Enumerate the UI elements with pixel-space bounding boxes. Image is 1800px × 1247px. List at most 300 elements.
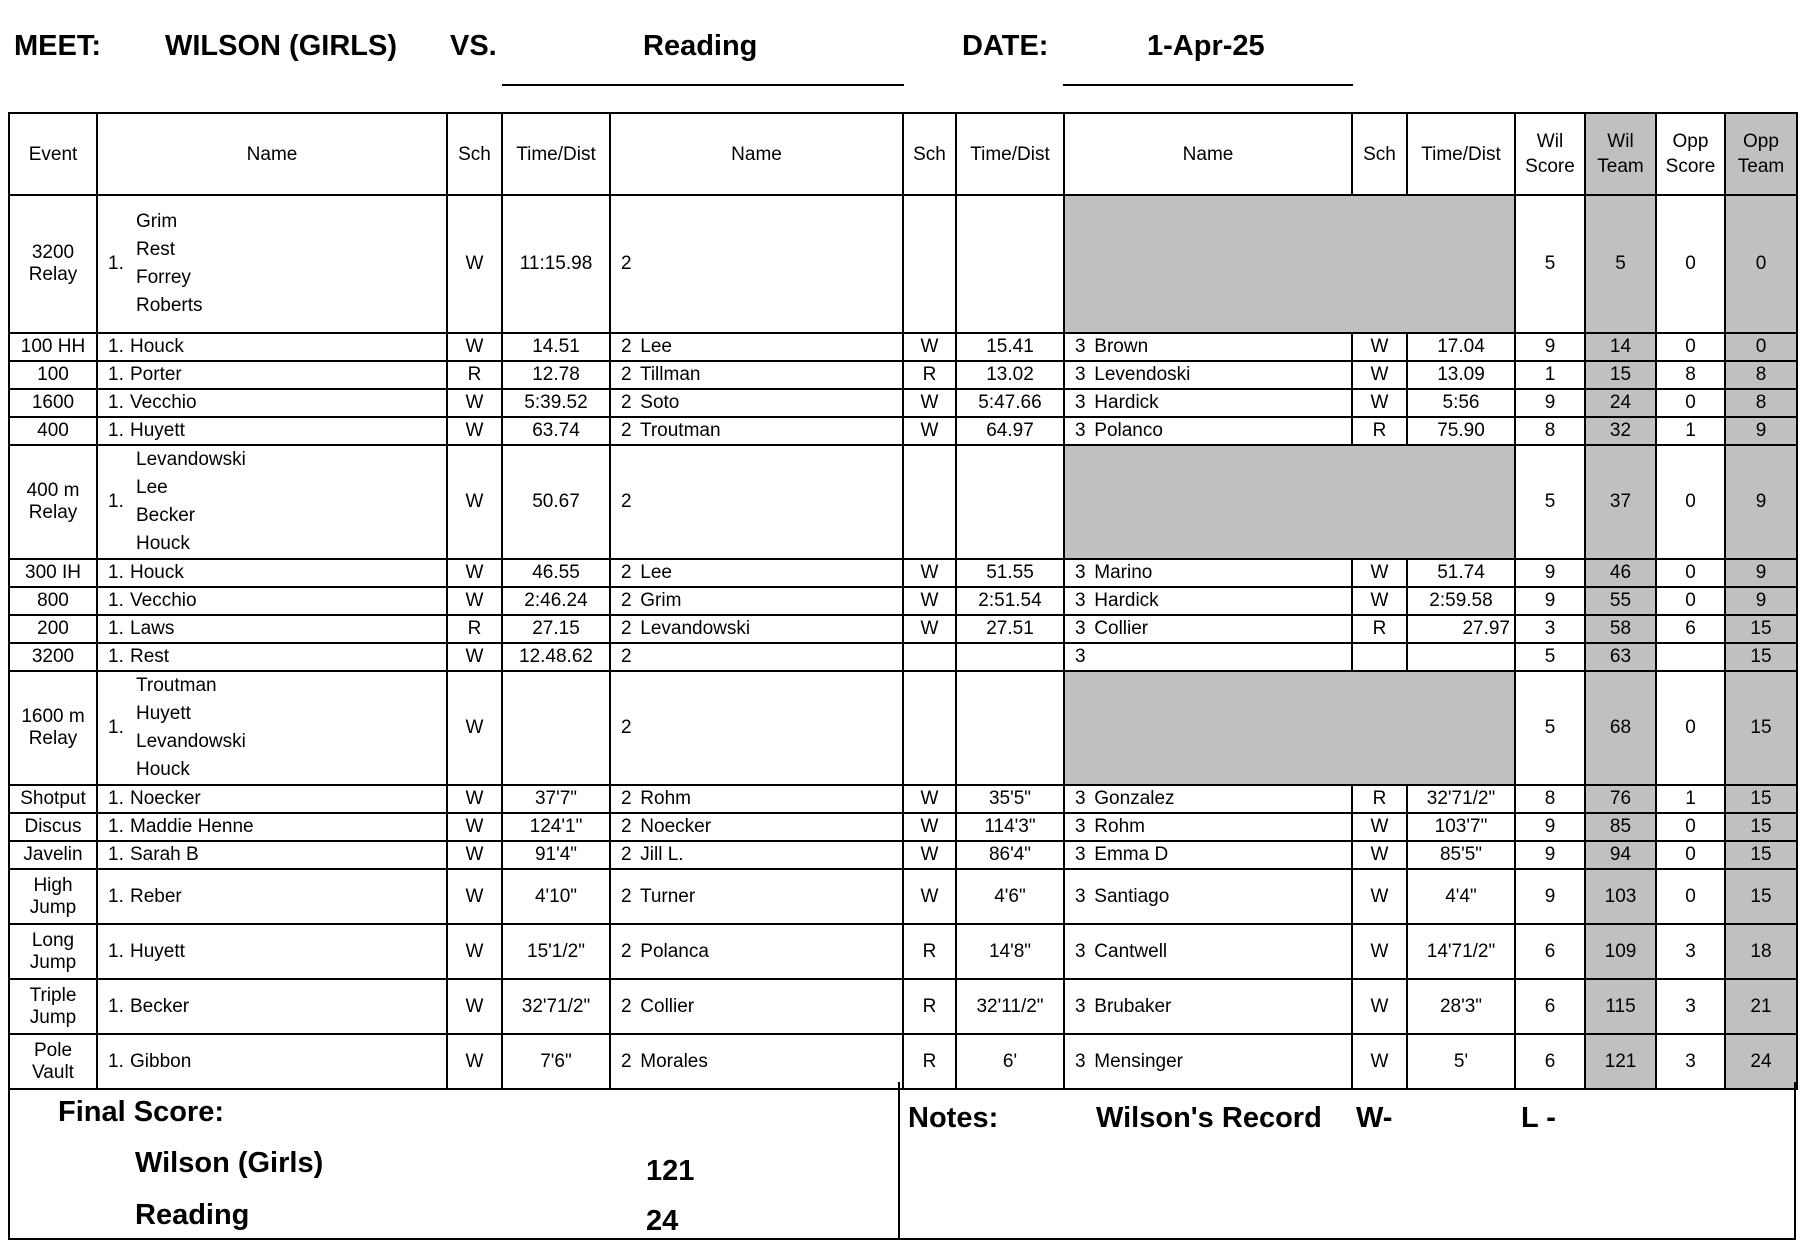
name3-cell: 3 Brown <box>1064 333 1352 361</box>
team2-score: 24 <box>646 1205 679 1237</box>
place2-cell: 2 <box>610 445 903 559</box>
wil-team-cell: 14 <box>1585 333 1656 361</box>
name2-cell: 2 Rohm <box>610 785 903 813</box>
col-event: Event <box>9 113 97 195</box>
name2-cell: 2 Polanca <box>610 924 903 979</box>
school-cell: W <box>1352 841 1407 869</box>
notes-label: Notes: <box>908 1102 999 1134</box>
blank-cell <box>1064 195 1515 333</box>
opp-score-cell: 1 <box>1656 417 1725 445</box>
opp-score-cell: 0 <box>1656 389 1725 417</box>
time-cell: 5:39.52 <box>502 389 610 417</box>
school-cell: W <box>447 559 502 587</box>
name2-cell: 2 Turner <box>610 869 903 924</box>
blank-cell <box>1064 671 1515 785</box>
name2-cell: 2 <box>610 643 903 671</box>
table-row <box>9 1034 1797 1089</box>
time-cell: 27.51 <box>956 615 1064 643</box>
name3-cell: 3 Hardick <box>1064 389 1352 417</box>
opp-score-cell: 8 <box>1656 361 1725 389</box>
relay-names-cell: 1. Troutman Huyett Levandowski Houck <box>97 671 447 785</box>
opp-team-cell: 0 <box>1725 195 1797 333</box>
date-label: DATE: <box>962 30 1049 62</box>
wil-team-cell: 85 <box>1585 813 1656 841</box>
time-cell: 4'4" <box>1407 869 1515 924</box>
school-cell: W <box>447 587 502 615</box>
school-cell: R <box>903 979 956 1034</box>
time-cell: 51.55 <box>956 559 1064 587</box>
wil-team-cell: 24 <box>1585 389 1656 417</box>
table-row <box>9 643 1797 671</box>
opp-team-cell: 15 <box>1725 813 1797 841</box>
event-cell: Shotput <box>9 785 97 813</box>
event-cell: 100 <box>9 361 97 389</box>
table-row <box>9 195 1797 333</box>
opp-team-cell: 15 <box>1725 785 1797 813</box>
event-cell: Javelin <box>9 841 97 869</box>
name2-cell: 2 Lee <box>610 333 903 361</box>
relay-names-cell: 1. Levandowski Lee Becker Houck <box>97 445 447 559</box>
wil-team-cell: 76 <box>1585 785 1656 813</box>
school-cell: W <box>903 417 956 445</box>
school-cell: W <box>447 643 502 671</box>
name3-cell: 3 Gonzalez <box>1064 785 1352 813</box>
record-label: Wilson's Record <box>1096 1102 1322 1134</box>
name2-cell: 2 Soto <box>610 389 903 417</box>
opp-score-cell <box>1656 643 1725 671</box>
time-cell: 50.67 <box>502 445 610 559</box>
school-cell: W <box>903 785 956 813</box>
wil-score-cell: 5 <box>1515 643 1585 671</box>
time-cell: 27.97 <box>1407 615 1515 643</box>
opp-score-cell: 0 <box>1656 813 1725 841</box>
time-cell <box>956 671 1064 785</box>
school-cell: W <box>447 333 502 361</box>
wil-team-cell: 46 <box>1585 559 1656 587</box>
event-cell: Discus <box>9 813 97 841</box>
name2-cell: 2 Troutman <box>610 417 903 445</box>
wil-team-cell: 68 <box>1585 671 1656 785</box>
time-cell: 4'6" <box>956 869 1064 924</box>
opp-team-cell: 15 <box>1725 841 1797 869</box>
school-cell: W <box>1352 869 1407 924</box>
time-cell <box>956 643 1064 671</box>
wil-team-cell: 58 <box>1585 615 1656 643</box>
opp-team-cell: 18 <box>1725 924 1797 979</box>
school-cell: R <box>903 924 956 979</box>
time-cell: 14'71/2" <box>1407 924 1515 979</box>
home-team: WILSON (GIRLS) <box>165 30 397 62</box>
opp-team-cell: 9 <box>1725 445 1797 559</box>
time-cell <box>956 445 1064 559</box>
school-cell: W <box>447 869 502 924</box>
name3-cell: 3 <box>1064 643 1352 671</box>
col-sch-2: Sch <box>903 113 956 195</box>
time-cell: 37'7" <box>502 785 610 813</box>
opp-team-cell: 24 <box>1725 1034 1797 1089</box>
time-cell: 2:46.24 <box>502 587 610 615</box>
wil-score-cell: 3 <box>1515 615 1585 643</box>
name1-cell: 1. Huyett <box>97 924 447 979</box>
event-cell: 1600 <box>9 389 97 417</box>
time-cell: 32'11/2" <box>956 979 1064 1034</box>
table-row <box>9 417 1797 445</box>
wil-score-cell: 9 <box>1515 333 1585 361</box>
school-cell: W <box>447 813 502 841</box>
relay-names-cell: 1. Grim Rest Forrey Roberts <box>97 195 447 333</box>
wil-score-cell: 8 <box>1515 417 1585 445</box>
final-score-label: Final Score: <box>58 1096 224 1128</box>
opp-team-cell: 15 <box>1725 671 1797 785</box>
time-cell: 2:51.54 <box>956 587 1064 615</box>
wil-score-cell: 5 <box>1515 195 1585 333</box>
losses-label: L - <box>1521 1102 1556 1134</box>
col-sch-1: Sch <box>447 113 502 195</box>
time-cell: 7'6" <box>502 1034 610 1089</box>
wil-score-cell: 6 <box>1515 1034 1585 1089</box>
meet-label: MEET: <box>14 30 101 62</box>
school-cell: W <box>447 841 502 869</box>
name1-cell: 1. Becker <box>97 979 447 1034</box>
time-cell: 63.74 <box>502 417 610 445</box>
event-cell: Pole Vault <box>9 1034 97 1089</box>
wil-team-cell: 63 <box>1585 643 1656 671</box>
blank-cell <box>1064 445 1515 559</box>
place2-cell: 2 <box>610 195 903 333</box>
wil-team-cell: 5 <box>1585 195 1656 333</box>
school-cell: R <box>1352 785 1407 813</box>
wil-team-cell: 94 <box>1585 841 1656 869</box>
opp-score-cell: 0 <box>1656 671 1725 785</box>
name1-cell: 1. Houck <box>97 333 447 361</box>
time-cell: 35'5" <box>956 785 1064 813</box>
name3-cell: 3 Mensinger <box>1064 1034 1352 1089</box>
table-row <box>9 785 1797 813</box>
wil-score-cell: 6 <box>1515 924 1585 979</box>
school-cell: W <box>447 979 502 1034</box>
name1-cell: 1. Vecchio <box>97 587 447 615</box>
school-cell: W <box>903 559 956 587</box>
wil-score-cell: 8 <box>1515 785 1585 813</box>
table-row <box>9 587 1797 615</box>
table-row <box>9 559 1797 587</box>
time-cell: 14.51 <box>502 333 610 361</box>
time-cell: 124'1" <box>502 813 610 841</box>
opp-score-cell: 3 <box>1656 924 1725 979</box>
opp-score-cell: 0 <box>1656 195 1725 333</box>
meet-date: 1-Apr-25 <box>1147 30 1265 62</box>
col-name-1: Name <box>97 113 447 195</box>
time-cell: 46.55 <box>502 559 610 587</box>
school-cell: W <box>1352 1034 1407 1089</box>
school-cell: W <box>1352 361 1407 389</box>
opp-team-cell: 0 <box>1725 333 1797 361</box>
time-cell: 86'4" <box>956 841 1064 869</box>
opp-score-cell: 0 <box>1656 841 1725 869</box>
name2-cell: 2 Morales <box>610 1034 903 1089</box>
school-cell: W <box>903 389 956 417</box>
time-cell: 5:47.66 <box>956 389 1064 417</box>
school-cell <box>903 445 956 559</box>
school-cell: R <box>903 361 956 389</box>
time-cell: 27.15 <box>502 615 610 643</box>
opp-team-cell: 9 <box>1725 417 1797 445</box>
school-cell: W <box>447 389 502 417</box>
school-cell: R <box>1352 615 1407 643</box>
school-cell <box>903 671 956 785</box>
opp-team-cell: 8 <box>1725 389 1797 417</box>
name2-cell: 2 Grim <box>610 587 903 615</box>
opponent-underline <box>502 84 904 86</box>
event-cell: Triple Jump <box>9 979 97 1034</box>
school-cell: W <box>447 785 502 813</box>
school-cell: W <box>903 333 956 361</box>
opp-score-cell: 1 <box>1656 785 1725 813</box>
name3-cell: 3 Levendoski <box>1064 361 1352 389</box>
school-cell: W <box>447 924 502 979</box>
school-cell: W <box>1352 559 1407 587</box>
school-cell: W <box>447 445 502 559</box>
name1-cell: 1. Rest <box>97 643 447 671</box>
school-cell: W <box>903 813 956 841</box>
table-row <box>9 979 1797 1034</box>
school-cell: W <box>1352 389 1407 417</box>
time-cell: 14'8" <box>956 924 1064 979</box>
name2-cell: 2 Collier <box>610 979 903 1034</box>
name1-cell: 1. Reber <box>97 869 447 924</box>
event-cell: 800 <box>9 587 97 615</box>
school-cell: W <box>1352 333 1407 361</box>
time-cell <box>956 195 1064 333</box>
table-row <box>9 869 1797 924</box>
opp-score-cell: 0 <box>1656 333 1725 361</box>
time-cell: 28'3" <box>1407 979 1515 1034</box>
opp-score-cell: 3 <box>1656 1034 1725 1089</box>
col-name-2: Name <box>610 113 903 195</box>
table-row <box>9 615 1797 643</box>
event-cell: Long Jump <box>9 924 97 979</box>
col-wil-score: Wil Score <box>1515 113 1585 195</box>
time-cell: 32'71/2" <box>502 979 610 1034</box>
table-row <box>9 333 1797 361</box>
wil-team-cell: 15 <box>1585 361 1656 389</box>
name1-cell: 1. Laws <box>97 615 447 643</box>
name3-cell: 3 Polanco <box>1064 417 1352 445</box>
name3-cell: 3 Santiago <box>1064 869 1352 924</box>
name2-cell: 2 Lee <box>610 559 903 587</box>
school-cell: W <box>1352 979 1407 1034</box>
name2-cell: 2 Levandowski <box>610 615 903 643</box>
wil-team-cell: 121 <box>1585 1034 1656 1089</box>
school-cell: W <box>903 841 956 869</box>
event-cell: 200 <box>9 615 97 643</box>
school-cell <box>903 643 956 671</box>
time-cell: 12.78 <box>502 361 610 389</box>
name1-cell: 1. Huyett <box>97 417 447 445</box>
time-cell: 85'5" <box>1407 841 1515 869</box>
opponent-name: Reading <box>643 30 758 62</box>
name3-cell: 3 Collier <box>1064 615 1352 643</box>
table-row <box>9 389 1797 417</box>
opp-team-cell: 21 <box>1725 979 1797 1034</box>
name3-cell: 3 Hardick <box>1064 587 1352 615</box>
time-cell: 4'10" <box>502 869 610 924</box>
school-cell: R <box>447 361 502 389</box>
name1-cell: 1. Vecchio <box>97 389 447 417</box>
time-cell: 5' <box>1407 1034 1515 1089</box>
table-row <box>9 361 1797 389</box>
wil-team-cell: 32 <box>1585 417 1656 445</box>
wil-team-cell: 115 <box>1585 979 1656 1034</box>
event-cell: 300 IH <box>9 559 97 587</box>
wil-score-cell: 1 <box>1515 361 1585 389</box>
time-cell: 91'4" <box>502 841 610 869</box>
name3-cell: 3 Cantwell <box>1064 924 1352 979</box>
school-cell: R <box>903 1034 956 1089</box>
school-cell: W <box>903 869 956 924</box>
school-cell: W <box>1352 813 1407 841</box>
name1-cell: 1. Maddie Henne <box>97 813 447 841</box>
opp-score-cell: 6 <box>1656 615 1725 643</box>
wil-score-cell: 9 <box>1515 813 1585 841</box>
school-cell: W <box>447 195 502 333</box>
event-cell: 100 HH <box>9 333 97 361</box>
time-cell: 13.09 <box>1407 361 1515 389</box>
school-cell: W <box>1352 587 1407 615</box>
time-cell: 32'71/2" <box>1407 785 1515 813</box>
school-cell: W <box>903 615 956 643</box>
school-cell: W <box>447 1034 502 1089</box>
time-cell: 6' <box>956 1034 1064 1089</box>
team1-name: Wilson (Girls) <box>135 1147 324 1179</box>
name1-cell: 1. Houck <box>97 559 447 587</box>
col-name-3: Name <box>1064 113 1352 195</box>
opp-score-cell: 0 <box>1656 587 1725 615</box>
school-cell: R <box>1352 417 1407 445</box>
opp-team-cell: 15 <box>1725 869 1797 924</box>
school-cell <box>903 195 956 333</box>
school-cell: W <box>447 671 502 785</box>
time-cell: 64.97 <box>956 417 1064 445</box>
table-row <box>9 924 1797 979</box>
name2-cell: 2 Tillman <box>610 361 903 389</box>
col-time-2: Time/Dist <box>956 113 1064 195</box>
opp-team-cell: 15 <box>1725 643 1797 671</box>
event-cell: 1600 m Relay <box>9 671 97 785</box>
event-cell: High Jump <box>9 869 97 924</box>
team2-name: Reading <box>135 1199 250 1231</box>
name2-cell: 2 Jill L. <box>610 841 903 869</box>
summary-section <box>8 1082 1796 1242</box>
name3-cell: 3 Emma D <box>1064 841 1352 869</box>
name3-cell: 3 Marino <box>1064 559 1352 587</box>
opp-team-cell: 8 <box>1725 361 1797 389</box>
name3-cell: 3 Brubaker <box>1064 979 1352 1034</box>
time-cell: 11:15.98 <box>502 195 610 333</box>
opp-score-cell: 3 <box>1656 979 1725 1034</box>
header-row <box>9 113 1797 195</box>
school-cell <box>1352 643 1407 671</box>
time-cell <box>1407 643 1515 671</box>
opp-score-cell: 0 <box>1656 559 1725 587</box>
name1-cell: 1. Sarah B <box>97 841 447 869</box>
results-table <box>8 112 1798 1090</box>
opp-score-cell: 0 <box>1656 445 1725 559</box>
wil-score-cell: 6 <box>1515 979 1585 1034</box>
time-cell: 17.04 <box>1407 333 1515 361</box>
time-cell: 2:59.58 <box>1407 587 1515 615</box>
opp-score-cell: 0 <box>1656 869 1725 924</box>
opp-team-cell: 9 <box>1725 587 1797 615</box>
wil-score-cell: 5 <box>1515 671 1585 785</box>
table-row <box>9 841 1797 869</box>
event-cell: 400 <box>9 417 97 445</box>
table-row <box>9 671 1797 785</box>
col-opp-team: Opp Team <box>1725 113 1797 195</box>
school-cell: R <box>447 615 502 643</box>
opp-team-cell: 15 <box>1725 615 1797 643</box>
wil-team-cell: 103 <box>1585 869 1656 924</box>
wil-score-cell: 9 <box>1515 559 1585 587</box>
wil-team-cell: 37 <box>1585 445 1656 559</box>
time-cell: 103'7" <box>1407 813 1515 841</box>
name1-cell: 1. Gibbon <box>97 1034 447 1089</box>
name2-cell: 2 Noecker <box>610 813 903 841</box>
time-cell: 75.90 <box>1407 417 1515 445</box>
name1-cell: 1. Porter <box>97 361 447 389</box>
meet-header <box>0 0 1800 110</box>
wil-score-cell: 9 <box>1515 869 1585 924</box>
wil-score-cell: 9 <box>1515 841 1585 869</box>
table-row <box>9 813 1797 841</box>
time-cell: 15.41 <box>956 333 1064 361</box>
event-cell: 3200 <box>9 643 97 671</box>
col-sch-3: Sch <box>1352 113 1407 195</box>
vs-label: VS. <box>450 30 497 62</box>
event-cell: 400 m Relay <box>9 445 97 559</box>
team1-score: 121 <box>646 1155 695 1187</box>
school-cell: W <box>447 417 502 445</box>
time-cell: 51.74 <box>1407 559 1515 587</box>
event-cell: 3200 Relay <box>9 195 97 333</box>
place2-cell: 2 <box>610 671 903 785</box>
name3-cell: 3 Rohm <box>1064 813 1352 841</box>
col-wil-team: Wil Team <box>1585 113 1656 195</box>
school-cell: W <box>903 587 956 615</box>
time-cell: 5:56 <box>1407 389 1515 417</box>
time-cell: 15'1/2" <box>502 924 610 979</box>
time-cell <box>502 671 610 785</box>
wil-score-cell: 5 <box>1515 445 1585 559</box>
col-opp-score: Opp Score <box>1656 113 1725 195</box>
date-underline <box>1063 84 1353 86</box>
wil-score-cell: 9 <box>1515 389 1585 417</box>
wil-score-cell: 9 <box>1515 587 1585 615</box>
col-time-1: Time/Dist <box>502 113 610 195</box>
summary-divider <box>898 1082 900 1240</box>
time-cell: 114'3" <box>956 813 1064 841</box>
col-time-3: Time/Dist <box>1407 113 1515 195</box>
time-cell: 13.02 <box>956 361 1064 389</box>
wil-team-cell: 109 <box>1585 924 1656 979</box>
time-cell: 12.48.62 <box>502 643 610 671</box>
table-row <box>9 445 1797 559</box>
opp-team-cell: 9 <box>1725 559 1797 587</box>
name1-cell: 1. Noecker <box>97 785 447 813</box>
wins-label: W- <box>1356 1102 1393 1134</box>
school-cell: W <box>1352 924 1407 979</box>
wil-team-cell: 55 <box>1585 587 1656 615</box>
